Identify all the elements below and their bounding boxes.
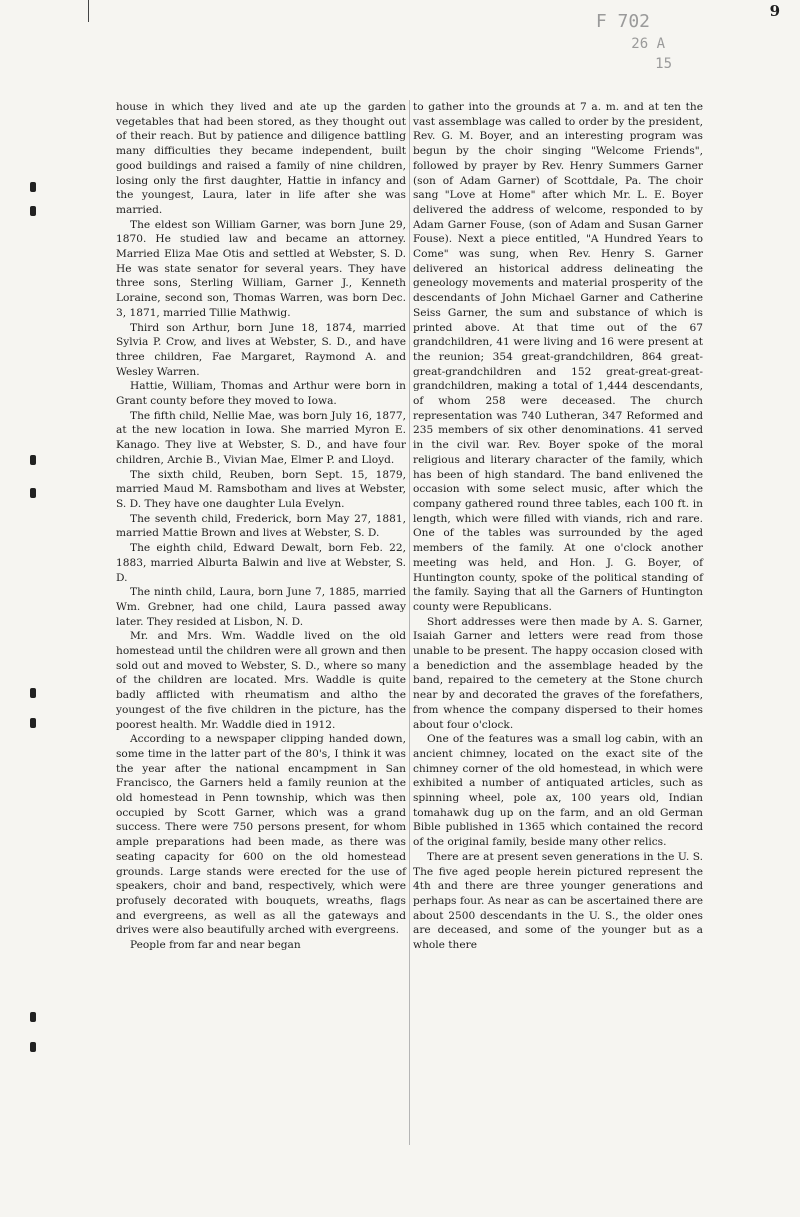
paragraph: Third son Arthur, born June 18, 1874, married Sylvia P. Crow, and lives at Webster, S. D., and have three children, Fae Margaret, Raymond A. and Wesley Warren. xyxy=(116,321,406,378)
paragraph: to gather into the grounds at 7 a. m. and at ten the vast assemblage was called to order by the president, Rev. G. M. Boyer, and an interesting program was begun by the choir singing "Welcome Friends", followed by prayer by Rev. Henry Summers Garner (son of Adam Garner) of Scottdale, Pa. The choir sang "Love at Home" after which Mr. L. E. Boyer delivered the address of welcome, responded to by Adam Garner Fouse, (son of Adam and Susan Garner Fouse). Next a piece entitled, "A Hundred Years to Come" was sung, when Rev. Henry S. Garner delivered an historical address delineating the geneology movements and material prosperity of the descendants of John Michael Garner and Catherine Seiss Garner, the sum and substance of which is printed above. At that time out of the 67 grandchildren, 41 were living and 16 were present at the reunion; 354 great-grandchildren, 864 great-great-grandchildren and 152 great-great-great-grandchildren, making a total of 1,444 descendants, of whom 258 were deceased. The church representation was 740 Lutheran, 347 Reformed and 235 members of six other denominations. 41 served in the civil war. Rev. Boyer spoke of the moral religious and literary character of the family, which has been of high standard. The band enlivened the occasion with some select music, after which the company gathered round three tables, each 100 ft. in length, which were filled with viands, rich and rare. One of the tables was surrounded by the aged members of the family. At one o'clock another meeting was held, and Hon. J. G. Boyer, of Huntington county, spoke of the political standing of the family. Saying that all the Garners of Huntington county were Republicans. xyxy=(413,101,703,613)
paragraph: The sixth child, Reuben, born Sept. 15, 1879, married Maud M. Ramsbotham and lives at Webster, S. D. They have one daughter Lula Evelyn. xyxy=(116,468,406,510)
punch-mark xyxy=(30,488,36,498)
punch-mark xyxy=(30,688,36,698)
punch-mark xyxy=(30,182,36,192)
left-column xyxy=(116,100,406,953)
punch-mark xyxy=(30,206,36,216)
right-column xyxy=(413,100,703,953)
archive-annotation: 26 A xyxy=(631,36,665,52)
paragraph: The ninth child, Laura, born June 7, 1885, married Wm. Grebner, had one child, Laura passed away later. They resided at Lisbon, N. D. xyxy=(116,586,406,628)
punch-mark xyxy=(30,718,36,728)
archive-annotation: 15 xyxy=(655,56,672,72)
paragraph: Hattie, William, Thomas and Arthur were born in Grant county before they moved to Iowa. xyxy=(116,380,406,408)
column-divider xyxy=(409,100,410,1145)
paragraph: One of the features was a small log cabin, with an ancient chimney, located on the exact site of the chimney corner of the old homestead, in which were exhibited a number of antiquated articles, such as spinning wheel, pole ax, 100 years old, Indian tomahawk dug up on the farm, and an old German Bible published in 1365 which contained the record of the original family, beside many other relics. xyxy=(413,733,703,849)
punch-mark xyxy=(30,1012,36,1022)
paragraph: house in which they lived and ate up the garden vegetables that had been stored, as they thought out of their reach. But by patience and diligence battling many difficulties they became independent, built good buildings and raised a family of nine children, losing only the first daughter, Hattie in infancy and the youngest, Laura, later in life after she was married. xyxy=(116,101,406,216)
paragraph: The seventh child, Frederick, born May 27, 1881, married Mattie Brown and lives at Webster, S. D. xyxy=(116,512,406,540)
archive-annotation: F 702 xyxy=(595,11,650,32)
paragraph: Mr. and Mrs. Wm. Waddle lived on the old homestead until the children were all grown and then sold out and moved to Webster, S. D., where so many of the children are located. Mrs. Waddle is quite badly afflicted with rheumatism and altho the youngest of the five children in the picture, has the poorest health. Mr. Waddle died in 1912. xyxy=(116,630,406,731)
margin-rule xyxy=(88,0,89,22)
punch-mark xyxy=(30,1042,36,1052)
paragraph: The eighth child, Edward Dewalt, born Feb. 22, 1883, married Alburta Balwin and live at Webster, S. D. xyxy=(116,542,406,584)
paragraph: The eldest son William Garner, was born June 29, 1870. He studied law and became an attorney. Married Eliza Mae Otis and settled at Webster, S. D. He was state senator for several years. They have three sons, Sterling William, Garner J., Kenneth Loraine, second son, Thomas Warren, was born Dec. 3, 1871, married Tillie Mathwig. xyxy=(116,218,406,319)
page-number: 9 xyxy=(769,2,780,20)
punch-mark xyxy=(30,455,36,465)
paragraph: People from far and near began xyxy=(130,939,301,952)
paragraph: According to a newspaper clipping handed down, some time in the latter part of the 80's, I think it was the year after the national encampment in San Francisco, the Garners held a family reunion at the old homestead in Penn township, which was then occupied by Scott Garner, which was a grand success. There were 750 persons present, for whom ample preparations had been made, as there was seating capacity for 600 on the old homestead grounds. Large stands were erected for the use of speakers, choir and band, respectively, which were profusely decorated with bouquets, wreaths, flags and evergreens, as well as all the gateways and drives were also beautifully arched with evergreens. xyxy=(116,733,406,937)
paragraph: There are at present seven generations in the U. S. The five aged people herein pictured represent the 4th and there are three younger generations and perhaps four. As near as can be ascertained there are about 2500 descendants in the U. S., the older ones are deceased, and some of the younger but as a whole there xyxy=(413,850,703,952)
paragraph: Short addresses were then made by A. S. Garner, Isaiah Garner and letters were read from those unable to be present. The happy occasion closed with a benediction and the assemblage headed by the band, repaired to the cemetery at the Stone church near by and decorated the graves of the forefathers, from whence the company dispersed to their homes about four o'clock. xyxy=(413,615,703,731)
paragraph: The fifth child, Nellie Mae, was born July 16, 1877, at the new location in Iowa. She married Myron E. Kanago. They live at Webster, S. D., and have four children, Archie B., Vivian Mae, Elmer P. and Lloyd. xyxy=(116,409,406,466)
